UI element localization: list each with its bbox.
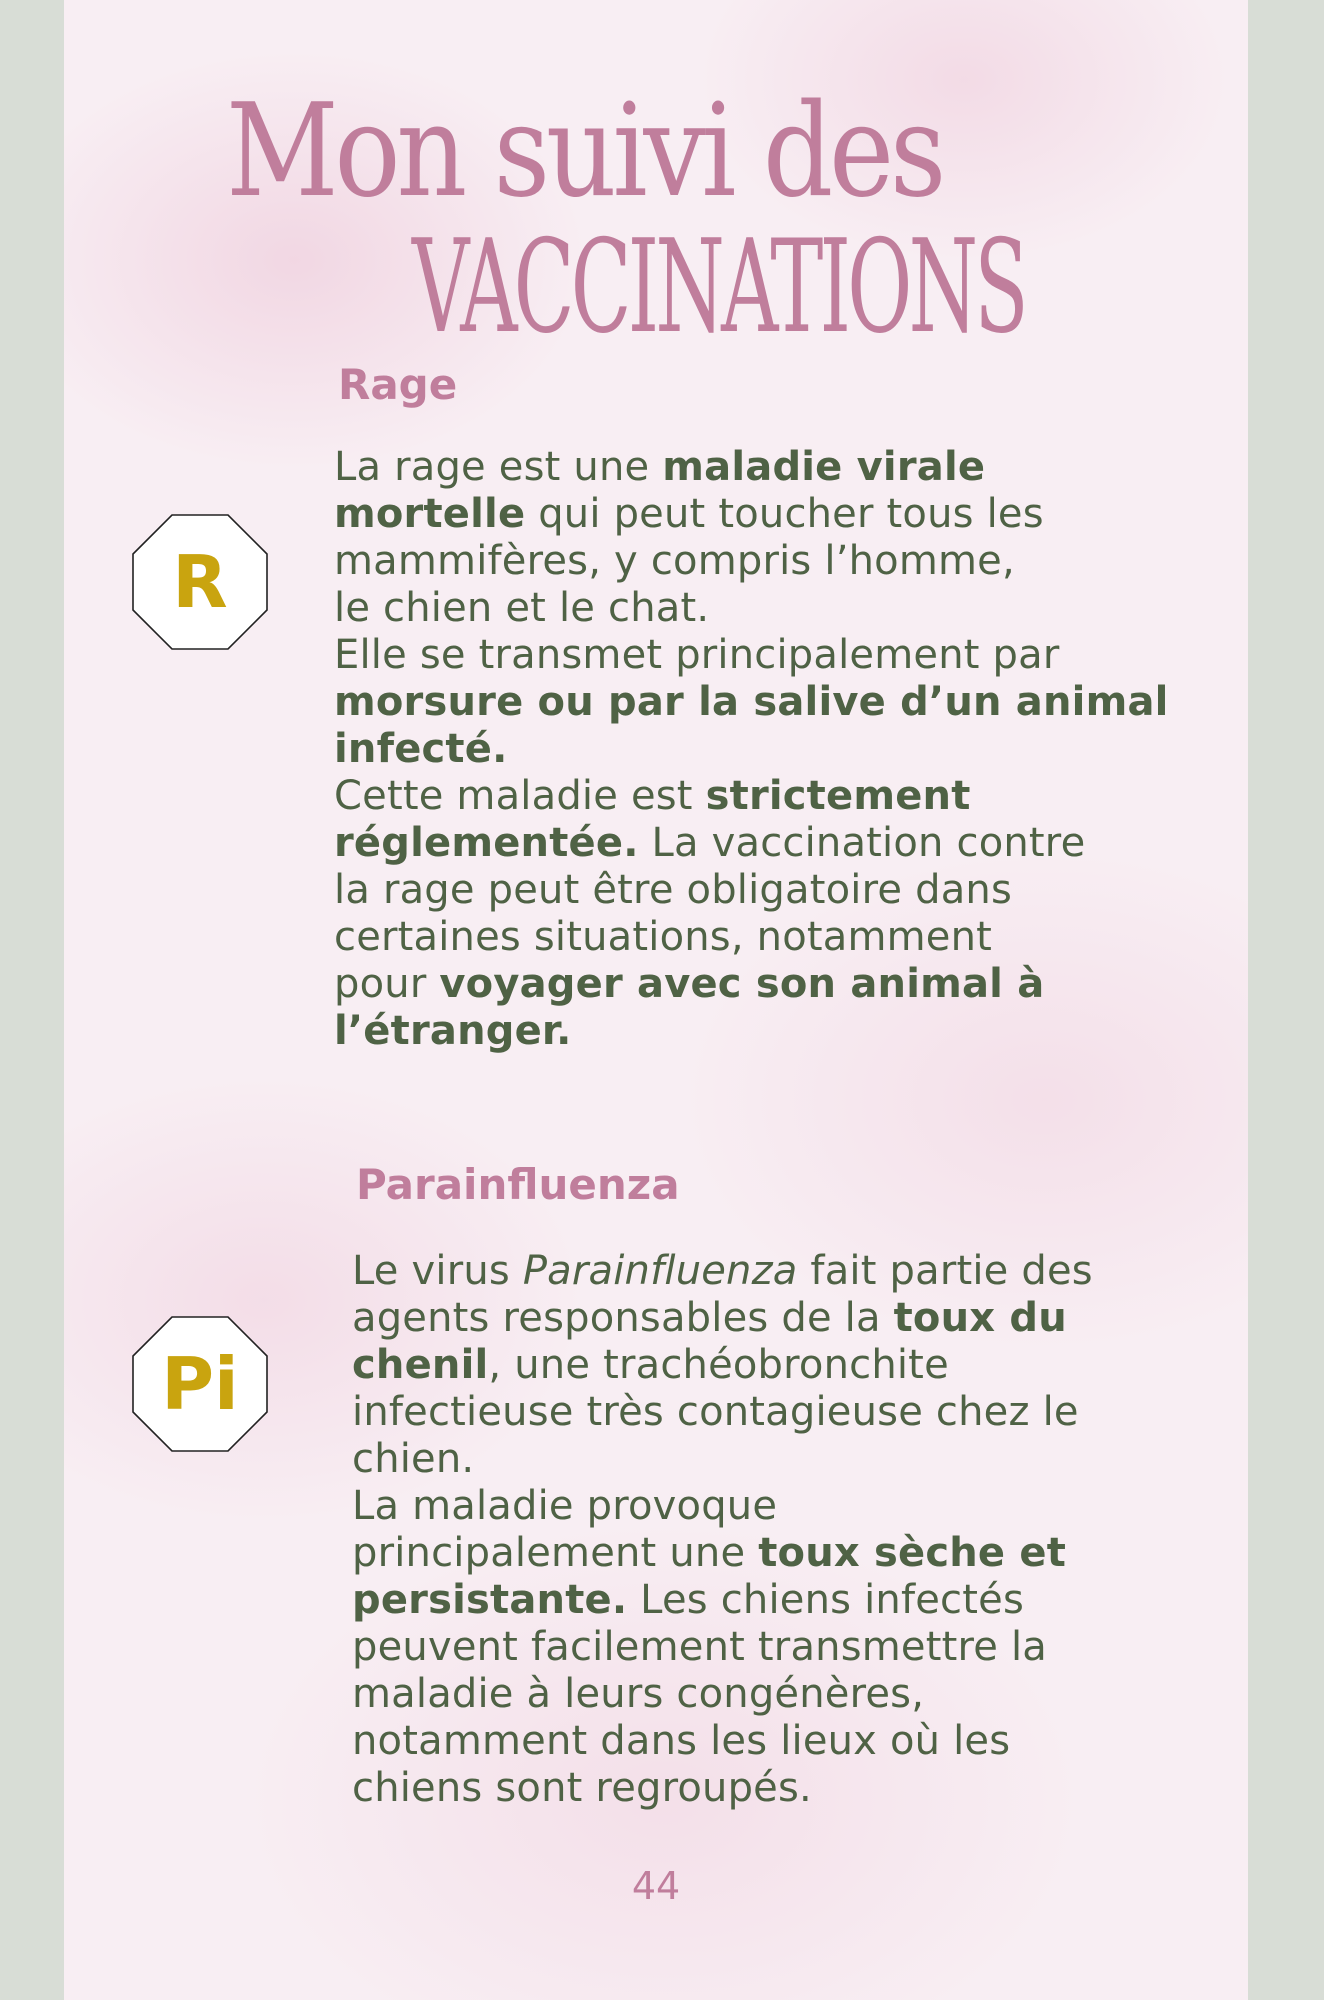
parainfluenza-badge-letter: Pi: [161, 1342, 239, 1426]
bold-text: réglementée.: [334, 820, 639, 866]
parainfluenza-paragraph: [352, 1248, 1093, 1812]
parainfluenza-badge: [132, 1316, 268, 1452]
text-run: le chien et le chat.: [334, 585, 710, 631]
text-run: mammifères, y compris l’homme,: [334, 538, 1015, 584]
bold-text: l’étranger.: [334, 1008, 572, 1054]
text-line: [334, 538, 1169, 585]
text-line: [334, 1008, 1169, 1055]
text-line: [352, 1624, 1093, 1671]
text-run: Cette maladie est: [334, 773, 706, 819]
text-line: [334, 867, 1169, 914]
page: [64, 0, 1248, 2000]
text-run: chiens sont regroupés.: [352, 1765, 812, 1811]
text-run: fait partie des: [797, 1248, 1093, 1294]
bold-text: infecté.: [334, 726, 508, 772]
text-run: infectieuse très contagieuse chez le: [352, 1389, 1079, 1435]
bold-text: voyager avec son animal à: [439, 961, 1045, 1007]
text-run: pour: [334, 961, 440, 1007]
text-line: [352, 1436, 1093, 1483]
italic-text: Parainfluenza: [522, 1248, 798, 1294]
bold-text: toux du: [893, 1295, 1067, 1341]
bold-text: chenil: [352, 1342, 489, 1388]
page-title-line2: VACCINATIONS: [412, 213, 1025, 362]
text-run: certaines situations, notamment: [334, 914, 993, 960]
text-line: [352, 1483, 1093, 1530]
text-line: [334, 585, 1169, 632]
bold-text: maladie virale: [662, 444, 986, 490]
text-line: [334, 632, 1169, 679]
section-heading-rage: Rage: [338, 360, 458, 409]
rage-paragraph: [334, 444, 1169, 1055]
text-line: [352, 1530, 1093, 1577]
text-run: Le virus: [352, 1248, 523, 1294]
text-line: [334, 820, 1169, 867]
text-line: [352, 1248, 1093, 1295]
text-line: [334, 961, 1169, 1008]
text-line: [352, 1389, 1093, 1436]
rage-badge-letter: R: [172, 540, 228, 624]
text-line: [352, 1765, 1093, 1812]
text-line: [334, 444, 1169, 491]
text-run: La vaccination contre: [638, 820, 1086, 866]
text-line: [352, 1295, 1093, 1342]
text-run: La maladie provoque: [352, 1483, 778, 1529]
text-line: [334, 491, 1169, 538]
text-line: [352, 1671, 1093, 1718]
bold-text: mortelle: [334, 491, 526, 537]
section-heading-parainfluenza: Parainfluenza: [356, 1160, 680, 1209]
text-line: [352, 1577, 1093, 1624]
page-title-line1: Mon suivi des: [226, 77, 943, 226]
text-line: [352, 1342, 1093, 1389]
rage-badge: [132, 514, 268, 650]
text-line: [352, 1718, 1093, 1765]
bold-text: strictement: [705, 773, 971, 819]
text-run: principalement une: [352, 1530, 759, 1576]
text-line: [334, 914, 1169, 961]
text-run: Elle se transmet principalement par: [334, 632, 1060, 678]
text-run: maladie à leurs congénères,: [352, 1671, 925, 1717]
text-run: qui peut toucher tous les: [525, 491, 1044, 537]
bold-text: morsure ou par la salive d’un animal: [334, 679, 1169, 725]
text-run: notamment dans les lieux où les: [352, 1718, 1011, 1764]
text-line: [334, 726, 1169, 773]
bold-text: persistante.: [352, 1577, 628, 1623]
text-run: agents responsables de la: [352, 1295, 894, 1341]
bold-text: toux sèche et: [758, 1530, 1067, 1576]
text-run: chien.: [352, 1436, 475, 1482]
text-run: , une trachéobronchite: [488, 1342, 949, 1388]
text-run: La rage est une: [334, 444, 663, 490]
page-number: 44: [631, 1864, 681, 1908]
text-line: [334, 773, 1169, 820]
text-run: la rage peut être obligatoire dans: [334, 867, 1012, 913]
text-line: [334, 679, 1169, 726]
text-run: Les chiens infectés: [627, 1577, 1024, 1623]
text-run: peuvent facilement transmettre la: [352, 1624, 1048, 1670]
